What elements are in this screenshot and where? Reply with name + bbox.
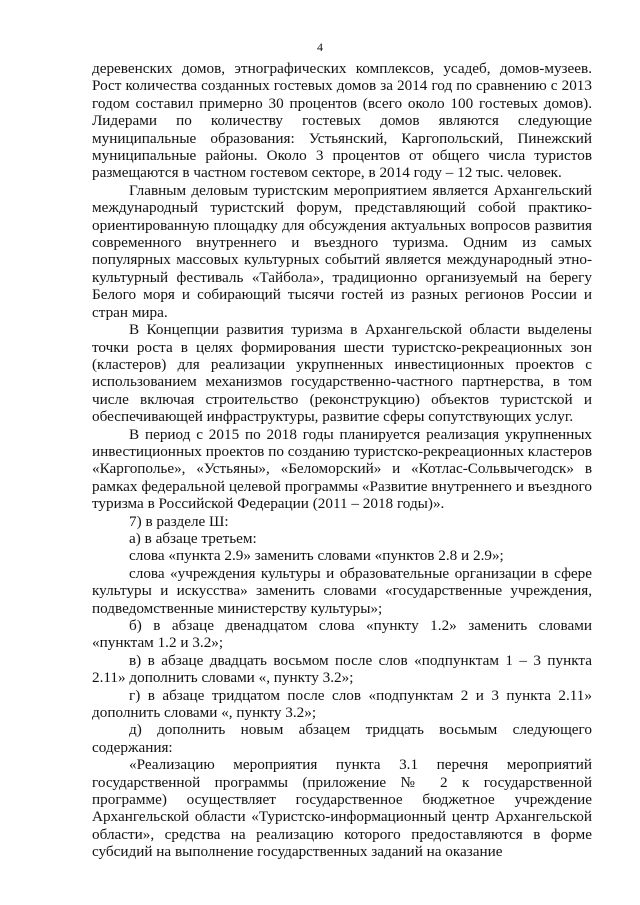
list-item-g: г) в абзаце тридцатом после слов «подпунктам 2 и 3 пункта 2.11» дополнить словами «, пункту 3.2»; <box>92 686 592 722</box>
paragraph-investment-projects: В период с 2015 по 2018 годы планируется реализация укрупненных инвестиционных проектов по созданию туристско-рекреационных кластеров «Каргополье», «Устьяны», «Беломорский» и «Котлас-Сольвычегодск» в рамках федеральной целевой программы «Развитие внутреннего и въездного туризма в Российской Федерации (2011 – 2018 годы)». <box>92 425 592 513</box>
list-item-section-3: 7) в разделе Ш: <box>129 512 229 530</box>
list-item-d: д) дополнить новым абзацем тридцать восьмым следующего содержания: <box>92 721 592 756</box>
document-body <box>92 60 592 861</box>
list-item-b: б) в абзаце двенадцатом слова «пункту 1.2» заменить словами «пунктам 1.2 и 3.2»; <box>92 617 592 652</box>
list-item-a-words-2: слова «учреждения культуры и образовательные организации в сфере культуры и искусства» заменить словами «государственные учреждения, подведомственные министерству культуры»; <box>92 564 592 617</box>
list-item-a-words-1: слова «пункта 2.9» заменить словами «пунктов 2.8 и 2.9»; <box>129 547 504 565</box>
paragraph-business-events: Главным деловым туристским мероприятием является Архангельский международный туристский форум, представляющий собой практико-ориентированную площадку для обсуждения актуальных вопросов развития современного внутреннего и въездного туризма. Одним из самых популярных массовых культурных событий является международный этно-культурный фестиваль «Тайбола», традиционно организуемый на берегу Белого моря и собирающий тысячи гостей из разных регионов России и стран мира. <box>92 181 592 321</box>
list-item-a: а) в абзаце третьем: <box>129 529 257 547</box>
paragraph-tourism-concept: В Концепции развития туризма в Архангельской области выделены точки роста в целях формирования шести туристско-рекреационных зон (кластеров) для реализации укрупненных инвестиционных проектов с использованием механизмов государственно-частного партнерства, в том числе включая строительство (реконструкцию) объектов туристской и обеспечивающей инфраструктуры, развитие сферы сопутствующих услуг. <box>92 321 592 426</box>
paragraph-new-abzac: «Реализацию мероприятия пункта 3.1 перечня мероприятий государственной программы (приложение № 2 к государственной программе) осуществляет государственное бюджетное учреждение Архангельской области «Туристско-информационный центр Архангельской области», средства на реализацию которого предоставляются в форме субсидий на выполнение государственных заданий на оказание <box>92 756 592 861</box>
paragraph-guest-houses: деревенских домов, этнографических комплексов, усадеб, домов-музеев. Рост количества созданных гостевых домов за 2014 год по сравнению с 2013 годом составил примерно 30 процентов (всего около 100 гостевых домов). Лидерами по количеству гостевых домов являются следующие муниципальные образования: Устьянский, Каргопольский, Пинежский муниципальные районы. Около 3 процентов от общего числа туристов размещаются в частном гостевом секторе, в 2014 году – 12 тыс. человек. <box>92 60 592 182</box>
page-number: 4 <box>317 40 323 54</box>
list-item-v: в) в абзаце двадцать восьмом после слов «подпунктам 1 – 3 пункта 2.11» дополнить словами «, пункту 3.2»; <box>92 651 592 687</box>
